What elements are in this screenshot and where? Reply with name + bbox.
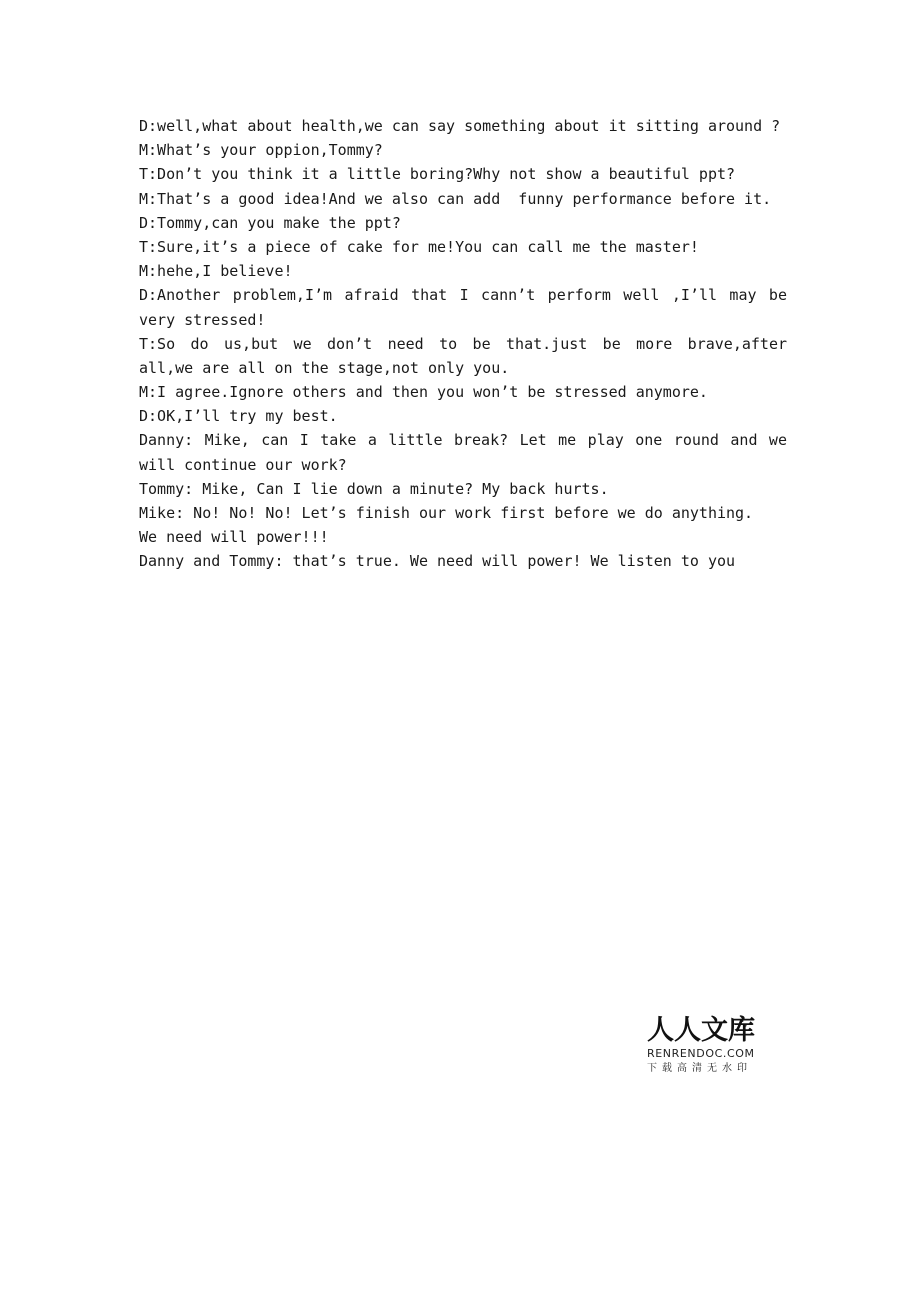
text-line: M:hehe,I believe! bbox=[139, 262, 293, 281]
text-line: will continue our work? bbox=[139, 455, 347, 474]
text-line: very stressed! bbox=[139, 310, 266, 329]
text-line: D:well,what about health,we can say something about it sitting around ? bbox=[139, 117, 781, 135]
text-line: T:Don’t you think it a little boring?Why not show a beautiful ppt? bbox=[139, 165, 736, 184]
watermark-logo bbox=[647, 1016, 773, 1080]
dialogue-text bbox=[139, 114, 787, 574]
watermark-domain: RENRENDOC.COM bbox=[647, 1047, 755, 1060]
text-line: Danny: Mike, can I take a little break? Let me play one round and we bbox=[139, 431, 787, 450]
text-line: D:OK,I’ll try my best. bbox=[139, 407, 338, 426]
text-line: D:Another problem,I’m afraid that I cann’t perform well ,I’ll may be bbox=[139, 286, 787, 305]
text-line: M:That’s a good idea!And we also can add funny performance before it. bbox=[139, 189, 772, 208]
text-line: Mike: No! No! No! Let’s finish our work first before we do anything. bbox=[139, 504, 754, 522]
text-line: D:Tommy,can you make the ppt? bbox=[139, 213, 401, 232]
text-line: Tommy: Mike, Can I lie down a minute? My back hurts. bbox=[139, 479, 609, 498]
watermark-subtitle: 下载高清无水印 bbox=[647, 1063, 752, 1074]
watermark-title: 人人文库 bbox=[647, 1015, 755, 1046]
text-line: T:Sure,it’s a piece of cake for me!You can call me the master! bbox=[139, 237, 699, 256]
text-line: M:What’s your oppion,Tommy? bbox=[139, 141, 383, 160]
text-line: all,we are all on the stage,not only you. bbox=[139, 358, 510, 377]
text-line: Danny and Tommy: that’s true. We need will power! We listen to you bbox=[139, 552, 736, 571]
text-line: M:I agree.Ignore others and then you won’t be stressed anymore. bbox=[139, 383, 708, 402]
text-line: We need will power!!! bbox=[139, 528, 329, 547]
text-line: T:So do us,but we don’t need to be that.just be more brave,after bbox=[139, 334, 787, 353]
